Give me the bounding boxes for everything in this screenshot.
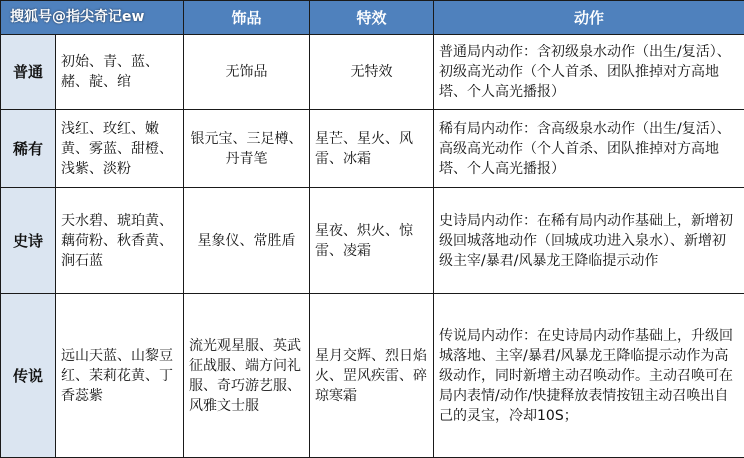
effect-cell: 星月交辉、烈日焰火、罡风疾雷、碎琼寒霜 (310, 294, 434, 458)
tier-label: 普通 (1, 35, 56, 110)
action-cell: 传说局内动作：在史诗局内动作基础上，升级回城落地、主宰/暴君/风暴龙王降临提示动作为高级动作，同时新增主动召唤动作。主动召唤可在局内表情/动作/快捷释放表情按钮主动召唤出自己的灵宝，冷却10S； (434, 294, 744, 458)
tier-label: 传说 (1, 294, 56, 458)
header-accessory: 饰品 (184, 1, 310, 35)
row-common (1, 35, 744, 110)
skin-colors-cell: 天水碧、琥珀黄、藕荷粉、秋香黄、涧石蓝 (56, 188, 184, 294)
row-epic (1, 188, 744, 294)
header-effect: 特效 (310, 1, 434, 35)
accessory-cell: 星象仪、常胜盾 (184, 188, 310, 294)
row-legendary (1, 294, 744, 458)
action-cell: 普通局内动作：含初级泉水动作（出生/复活）、初级高光动作（个人首杀、团队推掉对方高地塔、个人高光播报） (434, 35, 744, 110)
source-watermark: 搜狐号@指尖奇记ew (10, 6, 144, 26)
skin-colors-cell: 初始、青、蓝、赭、靛、绾 (56, 35, 184, 110)
effect-cell: 无特效 (310, 35, 434, 110)
tier-label: 稀有 (1, 110, 56, 188)
accessory-cell: 无饰品 (184, 35, 310, 110)
accessory-cell: 银元宝、三足樽、丹青笔 (184, 110, 310, 188)
header-skin-color (1, 1, 184, 35)
header-row (1, 1, 744, 35)
effect-cell: 星芒、星火、风雷、冰霜 (310, 110, 434, 188)
action-cell: 稀有局内动作：含高级泉水动作（出生/复活）、高级高光动作（个人首杀、团队推掉对方高地塔、个人高光播报） (434, 110, 744, 188)
action-cell: 史诗局内动作：在稀有局内动作基础上，新增初级回城落地动作（回城成功进入泉水）、新增初级主宰/暴君/风暴龙王降临提示动作 (434, 188, 744, 294)
effect-cell: 星夜、炽火、惊雷、凌霜 (310, 188, 434, 294)
accessory-cell: 流光观星服、英武征战服、端方问礼服、奇巧游艺服、风雅文士服 (184, 294, 310, 458)
tier-label: 史诗 (1, 188, 56, 294)
skin-colors-cell: 浅红、玫红、嫩黄、雾蓝、甜橙、浅紫、淡粉 (56, 110, 184, 188)
row-rare (1, 110, 744, 188)
header-action: 动作 (434, 1, 744, 35)
skin-colors-cell: 远山天蓝、山黎豆红、茉莉花黄、丁香蕊紫 (56, 294, 184, 458)
